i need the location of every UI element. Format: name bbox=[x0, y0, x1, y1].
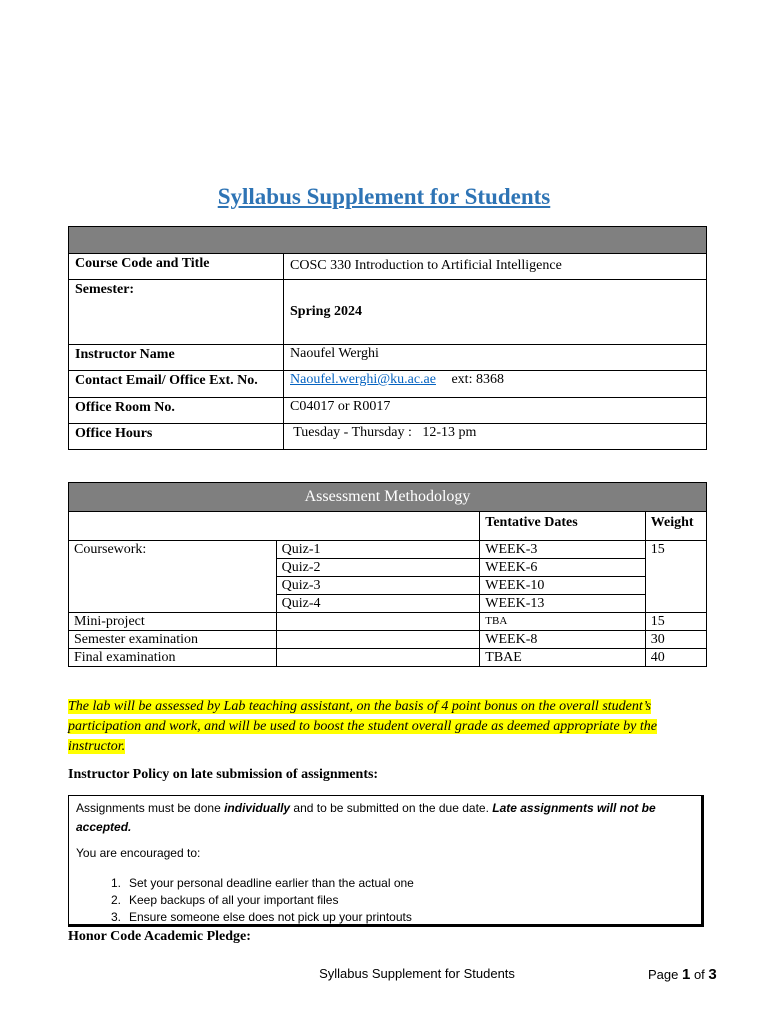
honor-code-heading: Honor Code Academic Pledge: bbox=[68, 929, 251, 944]
page-current: 1 bbox=[681, 966, 691, 983]
email-link[interactable]: Naoufel.werghi@ku.ac.ae bbox=[290, 372, 436, 387]
table-row bbox=[69, 631, 707, 649]
list-text: Ensure someone else does not pick up your printouts bbox=[129, 910, 412, 924]
course-info-table bbox=[68, 226, 707, 450]
quiz-name: Quiz-3 bbox=[276, 577, 480, 595]
lab-note bbox=[68, 697, 713, 757]
item-date: TBA bbox=[480, 613, 646, 631]
list-number: 1. bbox=[110, 876, 121, 890]
policy-text: Assignments must be done bbox=[76, 801, 225, 815]
contact-value bbox=[284, 371, 707, 398]
item-weight: 15 bbox=[645, 613, 706, 631]
page-total: 3 bbox=[708, 966, 717, 983]
item-weight: 30 bbox=[645, 631, 706, 649]
quiz-name: Quiz-2 bbox=[276, 559, 480, 577]
quiz-date: WEEK-13 bbox=[480, 595, 646, 613]
quiz-name: Quiz-1 bbox=[276, 541, 480, 559]
policy-statement bbox=[76, 799, 696, 837]
list-number: 3. bbox=[110, 910, 121, 924]
page-title: Syllabus Supplement for Students bbox=[217, 184, 551, 209]
table-row bbox=[69, 613, 707, 631]
list-number: 2. bbox=[110, 893, 121, 907]
table-row bbox=[69, 649, 707, 667]
item-name: Mini-project bbox=[69, 613, 277, 631]
list-item bbox=[76, 909, 414, 926]
policy-box bbox=[68, 795, 704, 927]
lab-note-text: The lab will be assessed by Lab teaching assistant, on the basis of 4 point bonus on the overall student’s participation and work, and will be used to boost the student overall grade as deemed appropriate by the instructor. bbox=[68, 699, 657, 754]
column-header-dates: Tentative Dates bbox=[480, 512, 646, 541]
office-room-value: C04017 or R0017 bbox=[284, 398, 707, 424]
assessment-table bbox=[68, 482, 707, 667]
table-header-bar bbox=[69, 227, 707, 254]
contact-label: Contact Email/ Office Ext. No. bbox=[69, 371, 284, 398]
item-name: Final examination bbox=[69, 649, 277, 667]
instructor-name-label: Instructor Name bbox=[69, 345, 284, 371]
column-header-weight: Weight bbox=[645, 512, 706, 541]
coursework-label: Coursework: bbox=[69, 541, 277, 613]
quiz-date: WEEK-3 bbox=[480, 541, 646, 559]
item-weight: 40 bbox=[645, 649, 706, 667]
policy-warning: Late assignments will not be accepted. bbox=[76, 801, 656, 834]
instructor-name-value: Naoufel Werghi bbox=[284, 345, 707, 371]
coursework-weight: 15 bbox=[645, 541, 706, 613]
table-row bbox=[69, 424, 707, 450]
policy-emphasis: individually bbox=[224, 801, 291, 815]
policy-list bbox=[76, 875, 414, 926]
page-number bbox=[648, 966, 717, 983]
policy-heading: Instructor Policy on late submission of assignments: bbox=[68, 767, 379, 782]
assessment-title: Assessment Methodology bbox=[69, 483, 707, 512]
table-header-row bbox=[69, 512, 707, 541]
policy-encourage: You are encouraged to: bbox=[76, 846, 201, 860]
office-room-label: Office Room No. bbox=[69, 398, 284, 424]
list-item bbox=[76, 892, 414, 909]
table-row bbox=[69, 345, 707, 371]
page-of-label: of bbox=[690, 967, 709, 982]
office-hours-label: Office Hours bbox=[69, 424, 284, 450]
table-row bbox=[69, 398, 707, 424]
table-row bbox=[69, 371, 707, 398]
quiz-date: WEEK-6 bbox=[480, 559, 646, 577]
table-row bbox=[69, 280, 707, 345]
list-text: Keep backups of all your important files bbox=[129, 893, 339, 907]
quiz-name: Quiz-4 bbox=[276, 595, 480, 613]
semester-label: Semester: bbox=[69, 280, 284, 345]
list-text: Set your personal deadline earlier than the actual one bbox=[129, 876, 414, 890]
assessment-title-row bbox=[69, 483, 707, 512]
course-code-label: Course Code and Title bbox=[69, 254, 284, 280]
footer-title: Syllabus Supplement for Students bbox=[319, 966, 515, 981]
list-item bbox=[76, 875, 414, 892]
page-label: Page bbox=[648, 967, 682, 982]
office-ext: ext: 8368 bbox=[451, 372, 504, 387]
office-hours-value: Tuesday - Thursday : 12-13 pm bbox=[284, 424, 707, 450]
policy-text: and to be submitted on the due date. bbox=[290, 801, 493, 815]
table-row bbox=[69, 541, 707, 559]
table-row bbox=[69, 254, 707, 280]
quiz-date: WEEK-10 bbox=[480, 577, 646, 595]
item-date: TBAE bbox=[480, 649, 646, 667]
semester-value: Spring 2024 bbox=[284, 280, 707, 345]
item-date: WEEK-8 bbox=[480, 631, 646, 649]
item-name: Semester examination bbox=[69, 631, 277, 649]
course-code-value: COSC 330 Introduction to Artificial Intelligence bbox=[284, 254, 707, 280]
